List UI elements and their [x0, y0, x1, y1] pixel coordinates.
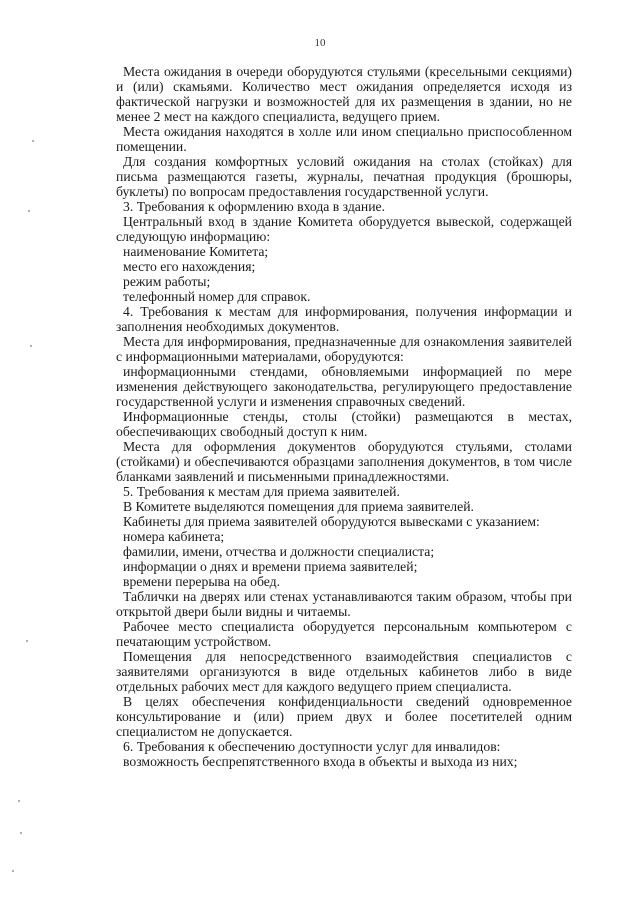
paragraph-cabinet-signs: Кабинеты для приема заявителей оборудуются вывесками с указанием:: [123, 514, 540, 529]
page-number: 10: [314, 37, 326, 49]
scan-speck: [12, 870, 14, 872]
paragraph-waiting-seats: Места ожидания в очереди оборудуются стульями (кресельными секциями) и (или) скамьями. Количество мест ожидания определяется исходя из фактической нагрузки и возможностей для их размещения в здании, но не менее 2 мест на каждого специалиста, ведущего прием.: [116, 64, 572, 124]
paragraph-document-places: Места для оформления документов оборудуются стульями, столами (стойками) и обеспечиваются образцами заполнения документов, в том числе бланками заявлений и письменными принадлежностями.: [116, 439, 572, 484]
paragraph-info-stands: информационными стендами, обновляемыми информацией по мере изменения действующего законодательства, регулирующего предоставление государственной услуги и изменения справочных сведений.: [116, 364, 572, 409]
paragraph-information-places: Места для информирования, предназначенные для ознакомления заявителей с информационными материалами, оборудуются:: [116, 334, 572, 364]
list-item: место его нахождения;: [123, 259, 256, 274]
list-item: режим работы;: [123, 274, 211, 289]
paragraph-entrance-sign: Центральный вход в здание Комитета оборудуется вывеской, содержащей следующую информацию:: [116, 214, 572, 244]
list-item: времени перерыва на обед.: [123, 574, 281, 589]
section-heading-reception: 5. Требования к местам для приема заявителей.: [123, 484, 400, 499]
scan-speck: [26, 640, 28, 642]
paragraph-door-plates: Таблички на дверях или стенах устанавливаются таким образом, чтобы при открытой двери были видны и читаемы.: [116, 589, 572, 619]
section-heading-entrance: 3. Требования к оформлению входа в здание.: [123, 199, 386, 214]
list-item: фамилии, имени, отчества и должности специалиста;: [123, 544, 435, 559]
list-item: наименование Комитета;: [123, 244, 269, 259]
scan-speck: [20, 832, 22, 834]
paragraph-waiting-location: Места ожидания находятся в холле или ином специально приспособленном помещении.: [116, 124, 572, 154]
scan-speck: [18, 800, 20, 802]
paragraph-interaction-rooms: Помещения для непосредственного взаимодействия специалистов с заявителями организуются в виде отдельных кабинетов либо в виде отдельных рабочих мест для каждого ведущего прием специалиста.: [116, 649, 572, 694]
list-item: информации о днях и времени приема заявителей;: [123, 559, 418, 574]
list-item: телефонный номер для справок.: [123, 289, 311, 304]
paragraph-reception-rooms: В Комитете выделяются помещения для приема заявителей.: [123, 499, 474, 514]
list-item: номера кабинета;: [123, 529, 225, 544]
paragraph-confidentiality: В целях обеспечения конфиденциальности сведений одновременное консультирование и (или) прием двух и более посетителей одним специалистом не допускается.: [116, 694, 572, 739]
section-heading-information: 4. Требования к местам для информирования, получения информации и заполнения необходимых документов.: [116, 304, 572, 334]
paragraph-stands-placement: Информационные стенды, столы (стойки) размещаются в местах, обеспечивающих свободный доступ к ним.: [116, 409, 572, 439]
paragraph-comfort-conditions: Для создания комфортных условий ожидания на столах (стойках) для письма размещаются газеты, журналы, печатная продукция (брошюры, буклеты) по вопросам предоставления государственной услуги.: [116, 154, 572, 199]
scan-speck: [32, 140, 34, 142]
paragraph-workplace: Рабочее место специалиста оборудуется персональным компьютером с печатающим устройством.: [116, 619, 572, 649]
section-heading-accessibility: 6. Требования к обеспечению доступности услуг для инвалидов:: [123, 739, 501, 754]
scan-speck: [30, 345, 32, 347]
document-body: [116, 64, 572, 769]
scan-speck: [28, 210, 30, 212]
paragraph-barrier-free-entry: возможность беспрепятственного входа в объекты и выхода из них;: [123, 754, 518, 769]
